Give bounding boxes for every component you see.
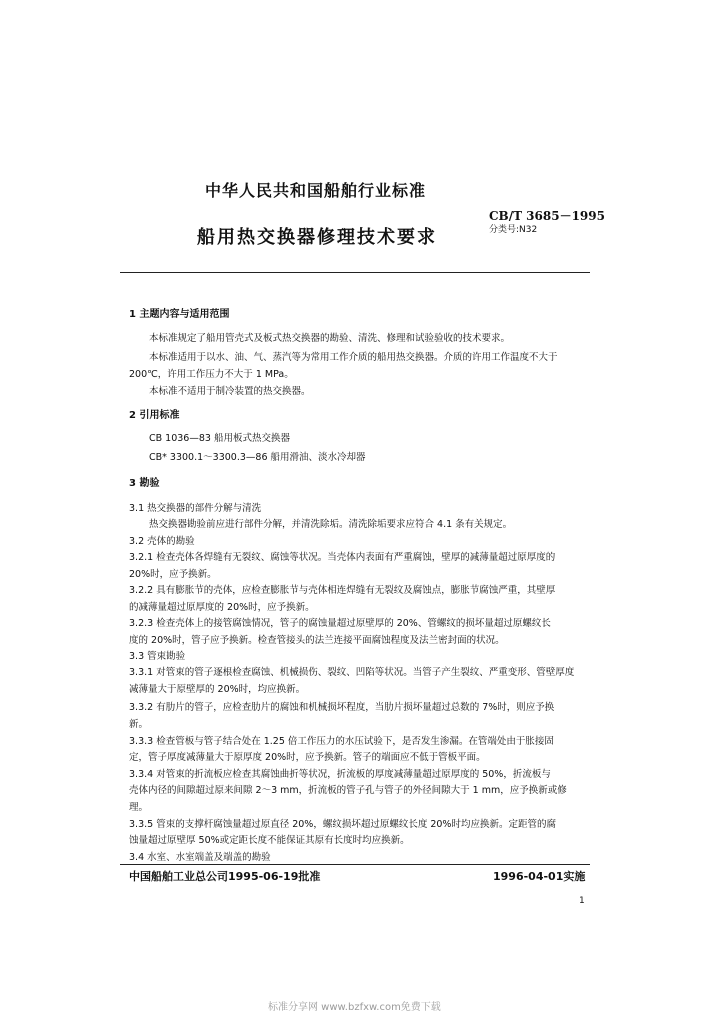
paragraph: 热交换器勘验前应进行部件分解，并清洗除垢。清洗除垢要求应符合 4.1 条有关规定。: [149, 519, 513, 530]
watermark: 标准分享网 www.bzfxw.com免费下载: [268, 1002, 441, 1013]
clause-continuation: 壳体内径的间隙超过原来间隙 2～3 mm，折流板的管子孔与管子的外径间隙大于 1 mm，应予换新或修: [129, 785, 567, 796]
clause-continuation: 度的 20%时，管子应予换新。检查管接头的法兰连接平面腐蚀程度及法兰密封面的状况。: [129, 635, 505, 646]
paragraph: 本标准不适用于制冷装置的热交换器。: [149, 386, 311, 397]
section-1-heading: 1 主题内容与适用范围: [129, 309, 230, 320]
standard-code: CB/T 3685－1995: [489, 209, 605, 223]
document-title: 船用热交换器修理技术要求: [197, 227, 437, 248]
clause: 3.3.5 管束的支撑杆腐蚀量超过原直径 20%，螺纹损坏超过原螺纹长度 20%时均应换新。定距管的腐: [129, 819, 556, 830]
clause: 3.2.1 检查壳体各焊缝有无裂纹、腐蚀等状况。当壳体内表面有严重腐蚀，壁厚的减薄量超过原厚度的: [129, 552, 556, 563]
clause: 3.2.2 具有膨胀节的壳体，应检查膨胀节与壳体相连焊缝有无裂纹及腐蚀点，膨胀节腐蚀严重，其壁厚: [129, 585, 556, 596]
clause-continuation: 20%时，应予换新。: [129, 569, 217, 580]
clause-continuation: 的减薄量超过原厚度的 20%时，应予换新。: [129, 602, 315, 613]
subsection-heading: 3.3 管束勘验: [129, 651, 186, 662]
approval-date: 中国船舶工业总公司1995-06-19批准: [129, 870, 321, 883]
section-2-heading: 2 引用标准: [129, 410, 180, 421]
clause-continuation: 蚀量超过原壁厚 50%或定距长度不能保证其原有长度时均应换新。: [129, 835, 410, 846]
clause-continuation: 定，管子厚度减薄量大于原厚度 20%时，应予换新。管子的端面应不低于管板平面。: [129, 752, 486, 763]
clause: 3.2.3 检查壳体上的接管腐蚀情况，管子的腐蚀量超过原壁厚的 20%、管螺纹的损坏量超过原螺纹长: [129, 618, 551, 629]
reference-item: CB 1036—83 船用板式热交换器: [149, 433, 290, 444]
section-3-heading: 3 勘验: [129, 478, 160, 489]
paragraph: 本标准规定了船用管壳式及板式热交换器的勘验、清洗、修理和试验验收的技术要求。: [149, 333, 511, 344]
paragraph: 本标准适用于以水、油、气、蒸汽等为常用工作介质的船用热交换器。介质的许用工作温度不大于: [149, 352, 558, 363]
paragraph-continuation: 200℃，许用工作压力不大于 1 MPa。: [129, 369, 294, 380]
implementation-date: 1996-04-01实施: [493, 870, 586, 883]
subsection-heading: 3.4 水室、水室端盖及端盖的勘验: [129, 852, 271, 863]
footer-rule: [120, 864, 590, 865]
subsection-heading: 3.2 壳体的勘验: [129, 536, 195, 547]
clause-continuation: 新。: [129, 719, 149, 730]
standard-organization: 中华人民共和国船舶行业标准: [205, 181, 427, 200]
clause-continuation: 理。: [129, 802, 149, 813]
clause: 3.3.2 有肋片的管子，应检查肋片的腐蚀和机械损坏程度，当肋片损坏量超过总数的 7%时，则应予换: [129, 702, 555, 713]
header-rule: [120, 272, 590, 273]
classification-code: 分类号:N32: [489, 225, 538, 235]
clause: 3.3.3 检查管板与管子结合处在 1.25 倍工作压力的水压试验下，是否发生渗漏。在管端处由于胀接固: [129, 736, 554, 747]
clause: 3.3.1 对管束的管子逐根检查腐蚀、机械损伤、裂纹、凹陷等状况。当管子产生裂纹、严重变形、管壁厚度: [129, 667, 575, 678]
reference-item: CB* 3300.1～3300.3—86 船用滑油、淡水冷却器: [149, 452, 366, 463]
page-number: 1: [579, 896, 585, 906]
clause: 3.3.4 对管束的折流板应检查其腐蚀曲折等状况，折流板的厚度减薄量超过原厚度的 50%，折流板与: [129, 769, 551, 780]
subsection-heading: 3.1 热交换器的部件分解与清洗: [129, 503, 262, 514]
clause-continuation: 减薄量大于原壁厚的 20%时，均应换新。: [129, 684, 306, 695]
